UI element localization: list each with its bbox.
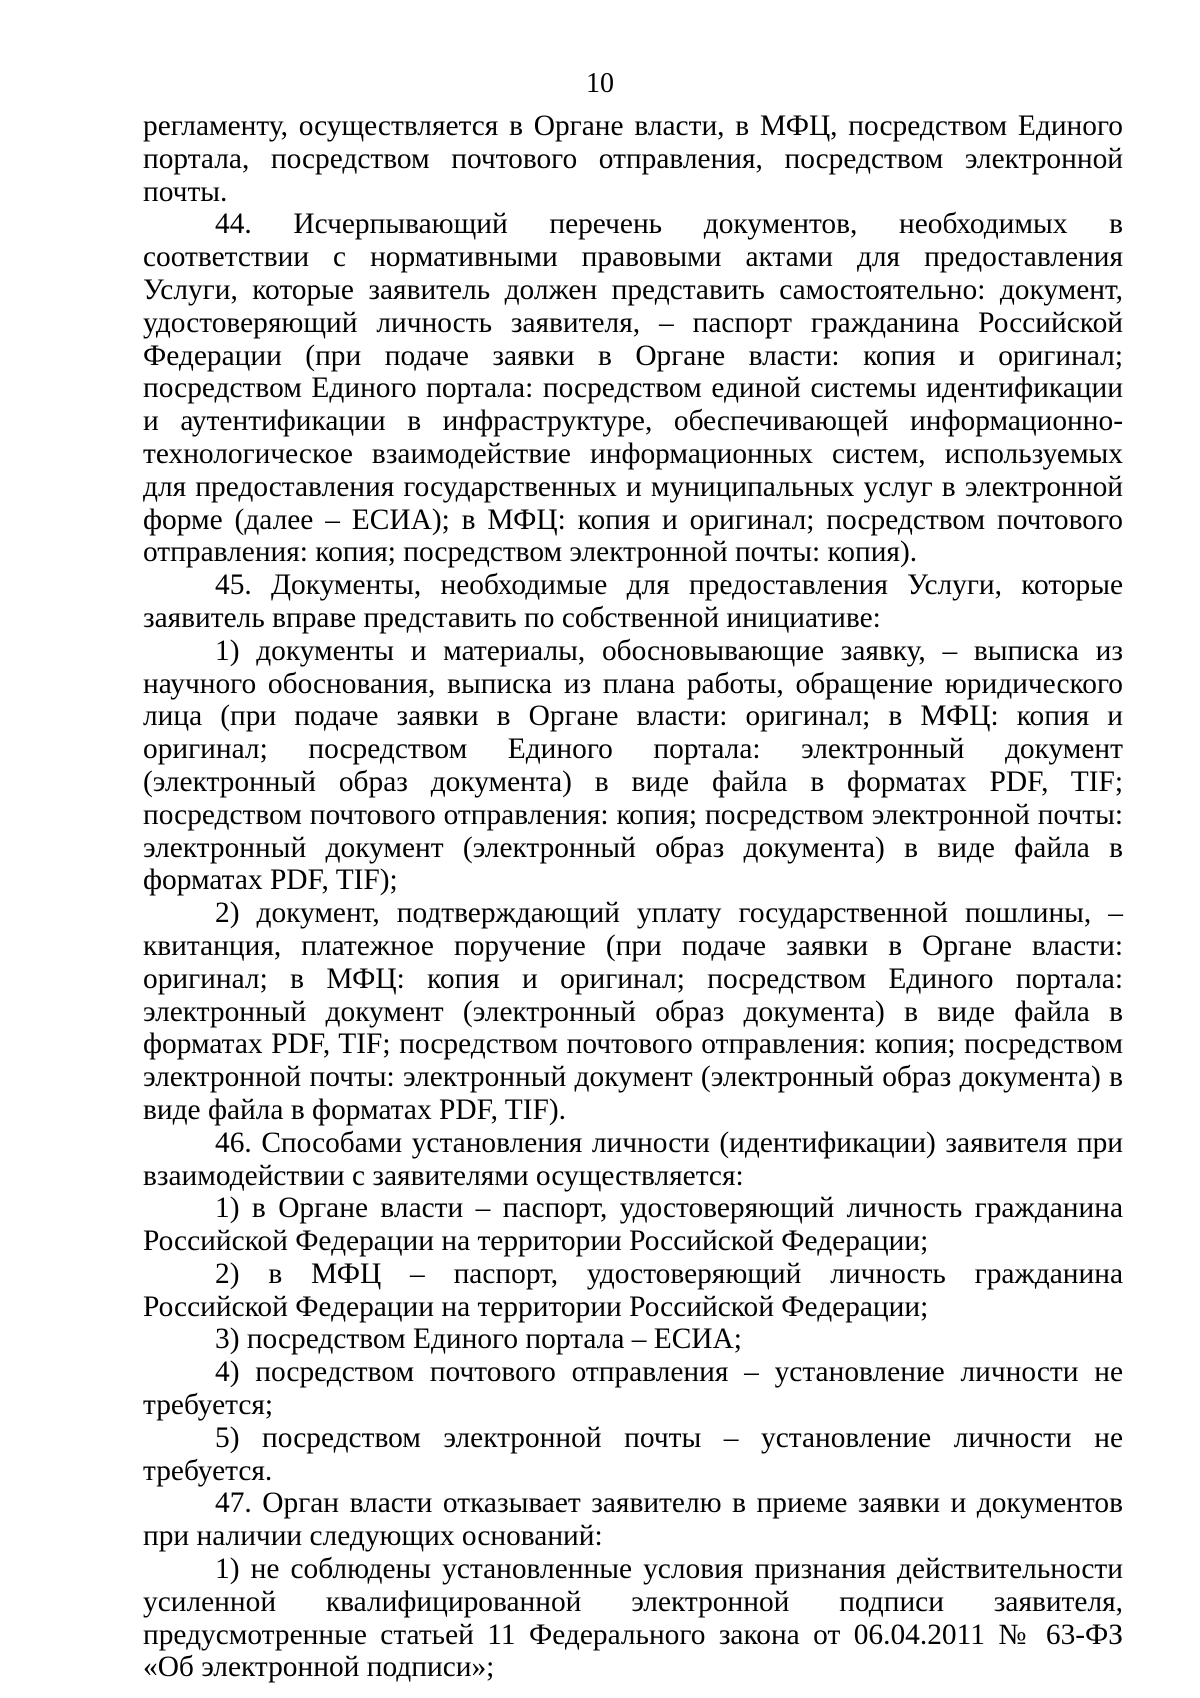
list-item: 1) не соблюдены установленные условия признания действительности усиленной квалифицированной электронной подписи заявителя, предусмотренные статьей 11 Федерального закона от 06.04.2011 № 63-ФЗ «Об электронной подписи»; (143, 1553, 1123, 1684)
list-item: 5) посредством электронной почты – установление личности не требуется. (143, 1421, 1123, 1487)
paragraph: 44. Исчерпывающий перечень документов, необходимых в соответствии с нормативными правовыми актами для предоставления Услуги, которые заявитель должен представить самостоятельно: документ, удостоверяющий личность заявителя, – паспорт гражданина Российской Федерации (при подаче заявки в Органе власти: копия и оригинал; посредством Единого портала: посредством единой системы идентификации и аутентификации в инфраструктуре, обеспечивающей информационно-технологическое взаимодействие информационных систем, используемых для предоставления государственных и муниципальных услуг в электронной форме (далее – ЕСИА); в МФЦ: копия и оригинал; посредством почтового отправления: копия; посредством электронной почты: копия). (143, 208, 1123, 569)
paragraph: 45. Документы, необходимые для предоставления Услуги, которые заявитель вправе представить по собственной инициативе: (143, 569, 1123, 634)
document-body (143, 110, 1123, 1684)
list-item: 4) посредством почтового отправления – установление личности не требуется; (143, 1356, 1123, 1422)
list-item: 1) документы и материалы, обосновывающие заявку, – выписка из научного обоснования, выписка из плана работы, обращение юридического лица (при подаче заявки в Органе власти: оригинал; в МФЦ: копия и оригинал; посредством Единого портала: электронный документ (электронный образ документа) в виде файла в форматах PDF, TIF; посредством почтового отправления: копия; посредством электронной почты: электронный документ (электронный образ документа) в виде файла в форматах PDF, TIF); (143, 634, 1123, 897)
list-item: 2) документ, подтверждающий уплату государственной пошлины, – квитанция, платежное поручение (при подаче заявки в Органе власти: оригинал; в МФЦ: копия и оригинал; посредством Единого портала: электронный документ (электронный образ документа) в виде файла в форматах PDF, TIF; посредством почтового отправления: копия; посредством электронной почты: электронный документ (электронный образ документа) в виде файла в форматах PDF, TIF). (143, 897, 1123, 1126)
paragraph: 47. Орган власти отказывает заявителю в приеме заявки и документов при наличии следующих оснований: (143, 1487, 1123, 1553)
paragraph: регламенту, осуществляется в Органе власти, в МФЦ, посредством Единого портала, посредством почтового отправления, посредством электронной почты. (143, 110, 1123, 208)
list-item: 3) посредством Единого портала – ЕСИА; (215, 1323, 742, 1356)
list-item: 1) в Органе власти – паспорт, удостоверяющий личность гражданина Российской Федерации на территории Российской Федерации; (143, 1192, 1123, 1258)
paragraph: 46. Способами установления личности (идентификации) заявителя при взаимодействии с заявителями осуществляется: (143, 1126, 1123, 1192)
list-item: 2) в МФЦ – паспорт, удостоверяющий личность гражданина Российской Федерации на территории Российской Федерации; (143, 1257, 1123, 1323)
page-number: 10 (586, 68, 614, 99)
